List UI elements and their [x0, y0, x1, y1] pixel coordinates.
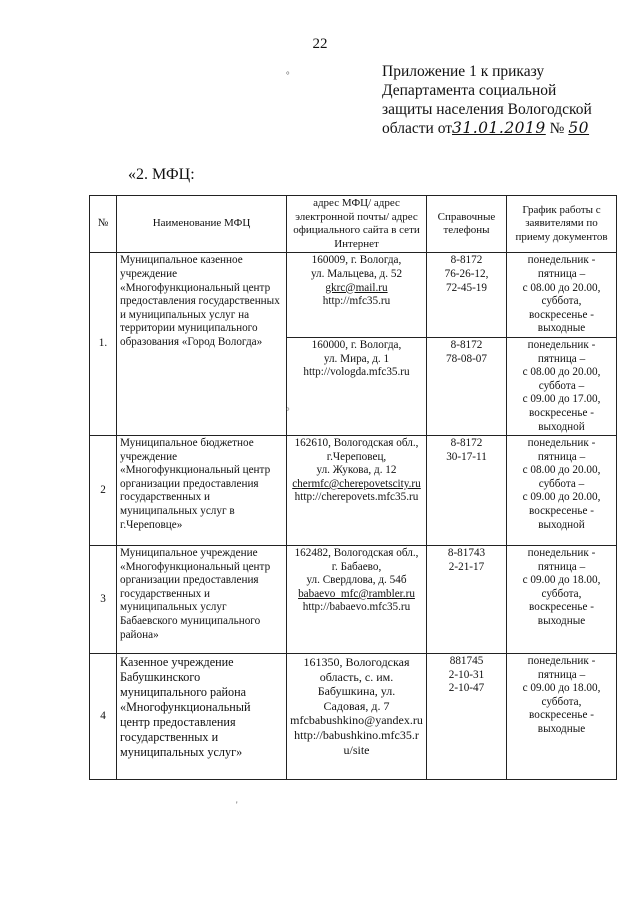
email-link[interactable]: chermfc@cherepovetscity.ru: [292, 477, 421, 490]
phone-line: 72-45-19: [445, 281, 487, 294]
address-line: 160000, г. Вологда,: [311, 338, 402, 351]
phone-line: 76-26-12,: [444, 267, 489, 280]
phone-line: 2-10-47: [448, 682, 485, 695]
address-line: 162482, Вологодская обл.,: [294, 547, 419, 560]
appendix-line-1: Приложение 1 к приказу: [382, 63, 545, 80]
address-line: Садовая, д. 7: [323, 698, 390, 713]
appendix-line-2: Департамента социальной: [382, 82, 557, 99]
row-4-num: 4: [90, 654, 117, 780]
appendix-date-prefix: области от: [382, 120, 453, 137]
address-line: 160009, г. Вологда,: [311, 254, 402, 267]
row-3-name: Муниципальное учреждение «Многофункциональный центр организации предоставления государственных и муниципальных услуг Бабаевского муниципального района»: [117, 546, 287, 654]
phone-line: 881745: [449, 655, 484, 668]
row-3-address: [287, 546, 427, 654]
row-4-address: [287, 654, 427, 780]
handwritten-number: 50: [568, 119, 590, 137]
website-link[interactable]: http://babushkino.mfc35.ru/site: [294, 728, 419, 757]
phone-line: 2-21-17: [448, 560, 485, 573]
row-3-phones: [427, 546, 507, 654]
section-title: «2. МФЦ:: [128, 166, 195, 183]
row-3-num: 3: [90, 546, 117, 654]
phone-line: 8-8172: [450, 437, 483, 450]
header-schedule: График работы с заявителями по приему документов: [507, 196, 617, 253]
phone-line: 8-81743: [447, 547, 486, 560]
phone-line: 2-10-31: [448, 668, 485, 681]
row-1-branch-2-phones: [427, 337, 507, 435]
appendix-line-4: [382, 119, 612, 138]
website-link[interactable]: http://mfc35.ru: [322, 295, 391, 308]
page-number: 22: [312, 36, 328, 52]
row-2-num: 2: [90, 436, 117, 546]
address-line: г. Бабаево,: [331, 560, 382, 573]
mfc-table: [89, 195, 617, 780]
address-line: ул. Мира, д. 1: [323, 352, 390, 365]
header-address: адрес МФЦ/ адрес электронной почты/ адрес официального сайта в сети Интернет: [287, 196, 427, 253]
table-header-row: [90, 196, 617, 253]
row-4-schedule: понедельник - пятница – с 09.00 до 18.00, суббота, воскресенье - выходные: [507, 654, 617, 780]
row-1-branch-2-address: [287, 337, 427, 435]
address-line: 162610, Вологодская обл.,: [294, 437, 419, 450]
website-link[interactable]: http://vologda.mfc35.ru: [303, 366, 410, 379]
phone-line: 30-17-11: [446, 450, 487, 463]
row-2-name: Муниципальное бюджетное учреждение «Многофункциональный центр организации предоставления государственных и муниципальных услуг в г.Череповце»: [117, 436, 287, 546]
handwritten-date: 31.01.2019: [452, 119, 546, 137]
appendix-line-3: защиты населения Вологодской: [382, 101, 592, 118]
scan-speck: ': [236, 800, 238, 810]
address-line: Бабушкина, ул.: [317, 684, 396, 699]
table-row: [90, 436, 617, 546]
header-name: Наименование МФЦ: [117, 196, 287, 253]
row-1-branch-1-address: [287, 253, 427, 338]
scan-speck: °: [286, 406, 290, 416]
row-2-phones: [427, 436, 507, 546]
row-1-branch-2-schedule: понедельник - пятница – с 08.00 до 20.00, суббота – с 09.00 до 17.00, воскресенье - выходной: [507, 337, 617, 435]
address-line: г.Череповец,: [326, 450, 387, 463]
email-link[interactable]: gkrc@mail.ru: [325, 281, 388, 294]
phone-line: 78-08-07: [445, 352, 487, 365]
row-1-num: 1.: [90, 253, 117, 436]
row-2-address: [287, 436, 427, 546]
row-1-name: Муниципальное казенное учреждение «Многофункциональный центр предоставления государственных и муниципальных услуг на территории муниципального образования «Город Вологда»: [117, 253, 287, 436]
website-link[interactable]: http://cherepovets.mfc35.ru: [294, 491, 419, 504]
row-4-name: Казенное учреждение Бабушкинского муниципального района «Многофункциональный центр предоставления государственных и муниципальных услуг»: [117, 654, 287, 780]
appendix-number-prefix: №: [549, 120, 565, 137]
address-line: ул. Жукова, д. 12: [316, 464, 397, 477]
header-phones: Справочные телефоны: [427, 196, 507, 253]
row-1-branch-1-phones: [427, 253, 507, 338]
phone-line: 8-8172: [450, 338, 483, 351]
phone-line: 8-8172: [450, 254, 483, 267]
row-4-phones: [427, 654, 507, 780]
address-line: 161350, Вологодская: [303, 655, 410, 670]
scan-speck: °: [286, 70, 290, 80]
website-link[interactable]: http://babaevo.mfc35.ru: [302, 601, 411, 614]
row-2-schedule: понедельник - пятница – с 08.00 до 20.00, суббота – с 09.00 до 20.00, воскресенье - выходной: [507, 436, 617, 546]
address-line: ул. Мальцева, д. 52: [310, 267, 403, 280]
address-line: ул. Свердлова, д. 54б: [306, 574, 407, 587]
row-3-schedule: понедельник - пятница – с 09.00 до 18.00, суббота, воскресенье - выходные: [507, 546, 617, 654]
table-row: [90, 546, 617, 654]
header-num: №: [90, 196, 117, 253]
row-1-branch-1-schedule: понедельник - пятница – с 08.00 до 20.00, суббота, воскресенье - выходные: [507, 253, 617, 338]
appendix-heading: [382, 62, 612, 138]
table-row: [90, 654, 617, 780]
email-link[interactable]: mfcbabushkino@yandex.ru: [290, 713, 423, 728]
table-row: [90, 253, 617, 338]
address-line: область, с. им.: [319, 669, 394, 684]
email-link[interactable]: babaevo_mfc@rambler.ru: [298, 587, 415, 600]
